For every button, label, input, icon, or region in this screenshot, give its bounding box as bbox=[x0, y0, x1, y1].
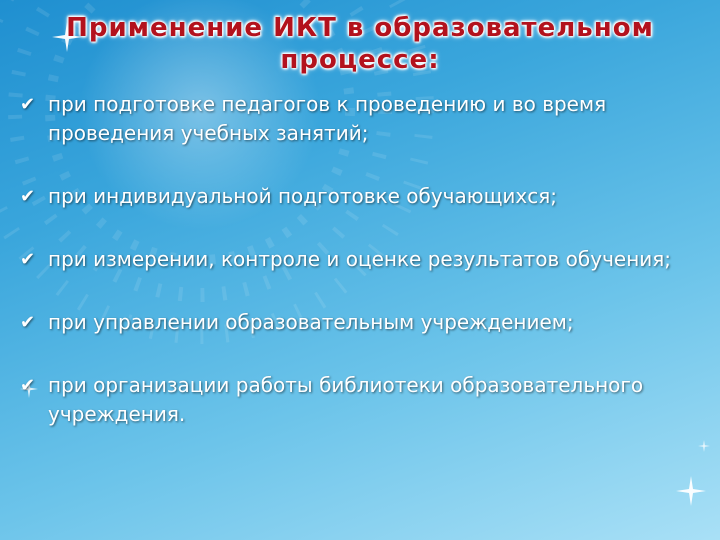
list-item bbox=[20, 308, 680, 337]
slide-title: Применение ИКТ в образовательном процессе: bbox=[66, 13, 654, 75]
list-item-text: при организации работы библиотеки образовательного учреждения. bbox=[48, 373, 644, 426]
check-mark-icon: ✔ bbox=[20, 94, 36, 115]
sparkle-icon bbox=[698, 440, 710, 452]
check-mark-icon: ✔ bbox=[20, 186, 36, 207]
list-item bbox=[20, 182, 680, 211]
list-item-text: при измерении, контроле и оценке результатов обучения; bbox=[48, 247, 672, 271]
check-mark-icon: ✔ bbox=[20, 249, 36, 270]
sparkle-icon bbox=[676, 476, 706, 506]
list-item bbox=[20, 90, 680, 148]
list-item bbox=[20, 245, 680, 274]
list-item-text: при индивидуальной подготовке обучающихся; bbox=[48, 184, 558, 208]
check-mark-icon: ✔ bbox=[20, 312, 36, 333]
bullet-list bbox=[20, 90, 680, 463]
list-item-text: при управлении образовательным учреждением; bbox=[48, 310, 574, 334]
list-item-text: при подготовке педагогов к проведению и во время проведения учебных занятий; bbox=[48, 92, 607, 145]
list-item bbox=[20, 371, 680, 429]
check-mark-icon: ✔ bbox=[20, 375, 36, 396]
